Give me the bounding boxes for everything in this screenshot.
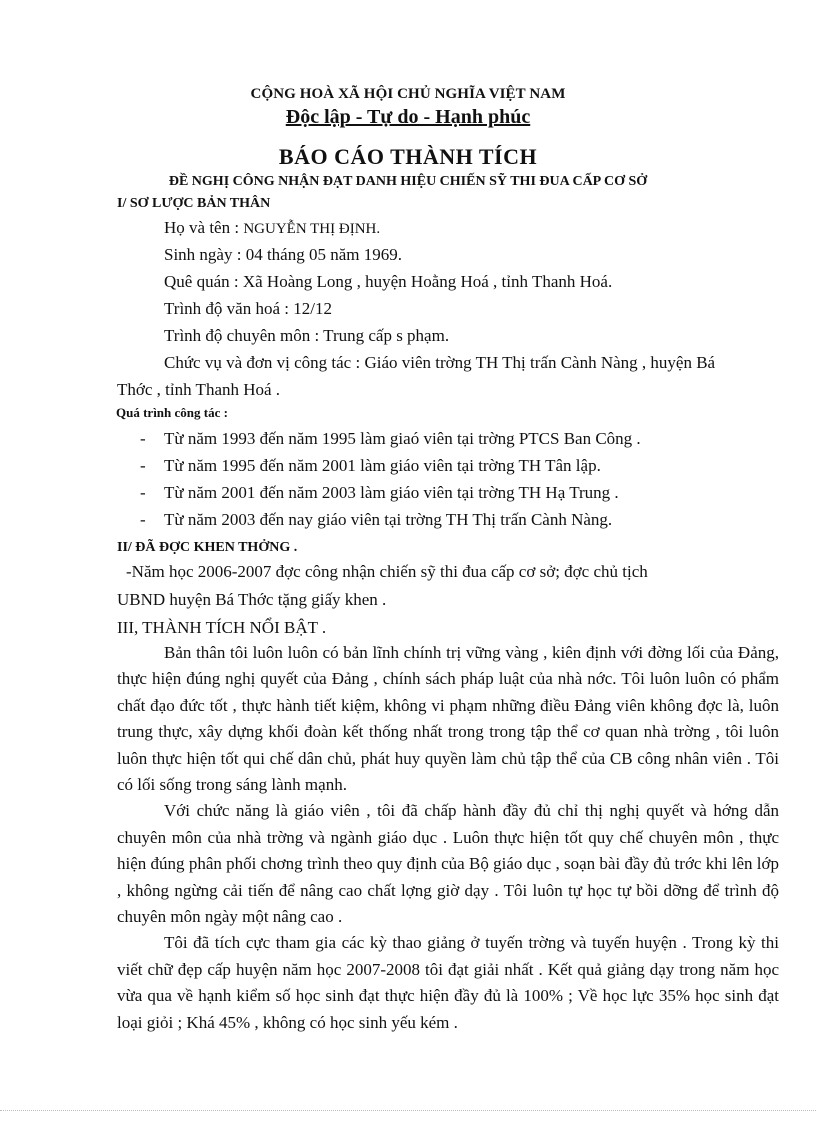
work-history-item: Từ năm 1995 đến năm 2001 làm giáo viên tại trờng TH Tân lập. <box>164 456 601 475</box>
name-line <box>164 218 380 238</box>
motto: Độc lập - Tự do - Hạnh phúc <box>285 106 531 128</box>
hometown-line: Quê quán : Xã Hoàng Long , huyện Hoằng Hoá , tỉnh Thanh Hoá. <box>164 272 613 291</box>
education-line: Trình độ văn hoá : 12/12 <box>164 299 332 318</box>
achievement-paragraph: Bản thân tôi luôn luôn có bản lĩnh chính trị vững vàng , kiên định với đờng lối của Đảng, thực hiện đúng nghị quyết của Đảng , chính sách pháp luật của nhà nớc. Tôi luôn luôn có phẩm chất đạo đức tốt , thực hành tiết kiệm, không vi phạm những điều Đảng viên không đợc là, luôn trung thực, xây dựng khối đoàn kết thống nhất trong trong tập thể cơ quan nhà trờng , tôi luôn luôn thực hiện tốt qui chế dân chủ, phát huy quyền làm chủ tập thể của CB công nhân viên . Tôi có lối sống trong sáng lành mạnh. <box>117 643 779 795</box>
award-line-2: UBND huyện Bá Thớc tặng giấy khen . <box>117 590 387 609</box>
bullet-dash: - <box>140 510 146 529</box>
achievements-body <box>117 640 779 1036</box>
report-subtitle: ĐỀ NGHỊ CÔNG NHẬN ĐẠT DANH HIỆU CHIẾN SỸ THI ĐUA CẤP CƠ SỞ <box>168 174 648 189</box>
birth-line: Sinh ngày : 04 tháng 05 năm 1969. <box>164 245 402 264</box>
section-2-heading: II/ ĐÃ ĐỢC KHEN THỞNG . <box>117 540 298 555</box>
section-1-heading: I/ SƠ LƯỢC BẢN THÂN <box>117 196 271 211</box>
bullet-dash: - <box>140 429 146 448</box>
bullet-dash: - <box>140 483 146 502</box>
position-line-2: Thớc , tỉnh Thanh Hoá . <box>117 380 281 399</box>
position-line-1: Chức vụ và đơn vị công tác : Giáo viên trờng TH Thị trấn Cành Nàng , huyện Bá <box>164 353 716 372</box>
section-3-heading: III, THÀNH TÍCH NỔI BẬT . <box>117 618 327 637</box>
achievement-paragraph: Với chức năng là giáo viên , tôi đã chấp hành đầy đủ chỉ thị nghị quyết và hớng dẫn chuyên môn của nhà trờng và ngành giáo dục . Luôn thực hiện tốt quy chế chuyên môn , thực hiện đúng phân phối chơng trình theo quy định của Bộ giáo dục , soạn bài đầy đủ trớc khi lên lớp , không ngừng cải tiến để nâng cao chất lợng giờ dạy . Tôi luôn tự học tự bồi dỡng để trình độ chuyên môn ngày một nâng cao . <box>117 801 779 927</box>
page-bottom-divider <box>0 1110 816 1111</box>
bullet-dash: - <box>140 456 146 475</box>
work-history-item: Từ năm 1993 đến năm 1995 làm giaó viên tại trờng PTCS Ban Công . <box>164 429 641 448</box>
achievement-paragraph: Tôi đã tích cực tham gia các kỳ thao giảng ở tuyến trờng và tuyến huyện . Trong kỳ thi viết chữ đẹp cấp huyện năm học 2007-2008 tôi đạt giải nhất . Kết quả giảng dạy trong năm học vừa qua về hạnh kiểm số học sinh đạt thực hiện đầy đủ là 100% ; Về học lực 35% học sinh đạt loại giỏi ; Khá 45% , không có học sinh yếu kém . <box>117 933 779 1032</box>
work-history-item: Từ năm 2001 đến năm 2003 làm giáo viên tại trờng TH Hạ Trung . <box>164 483 619 502</box>
name-value: NGUYỄN THỊ ĐỊNH. <box>243 221 381 237</box>
national-title: CỘNG HOÀ XÃ HỘI CHỦ NGHĨA VIỆT NAM <box>250 86 566 102</box>
profession-line: Trình độ chuyên môn : Trung cấp s phạm. <box>164 326 450 345</box>
work-history-item: Từ năm 2003 đến nay giáo viên tại trờng TH Thị trấn Cành Nàng. <box>164 510 613 529</box>
work-history-label: Quá trình công tác : <box>116 405 228 420</box>
award-line-1: -Năm học 2006-2007 đợc công nhận chiến sỹ thi đua cấp cơ sở; đợc chủ tịch <box>126 562 648 581</box>
report-title: BÁO CÁO THÀNH TÍCH <box>278 144 538 169</box>
name-label: Họ và tên : <box>164 218 244 237</box>
